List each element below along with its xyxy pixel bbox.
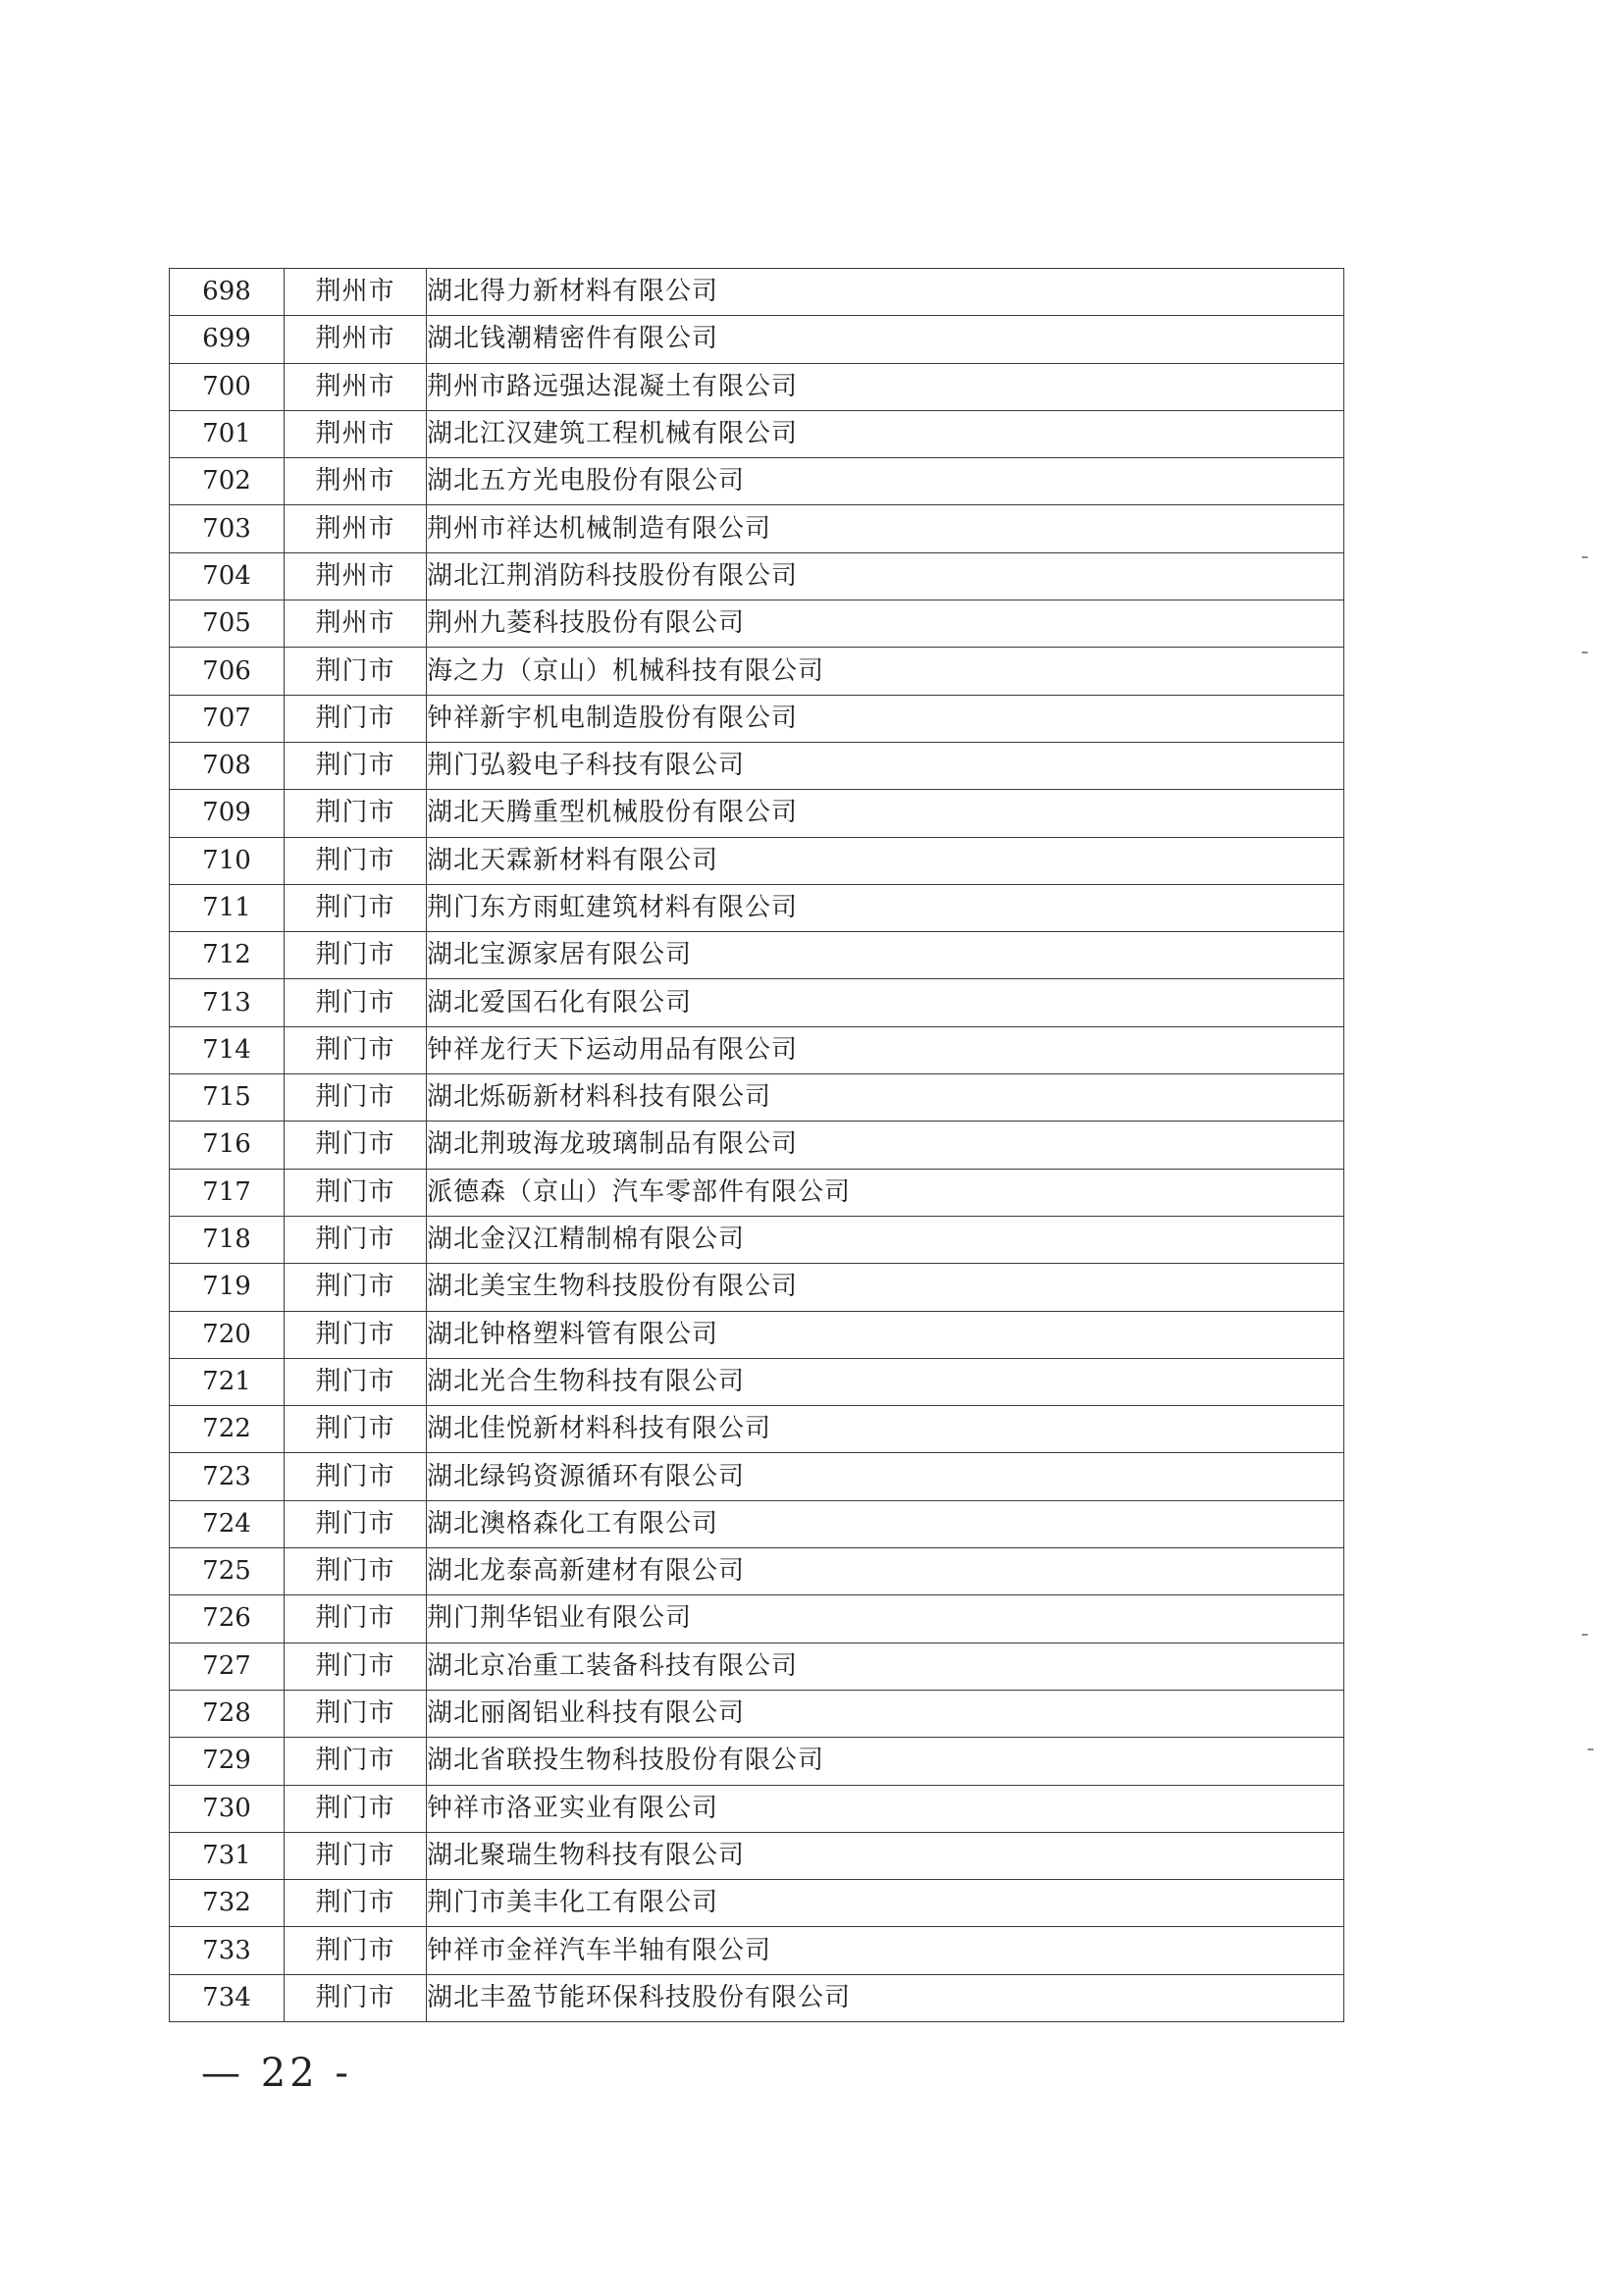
company-name-cell: 湖北宝源家居有限公司 <box>427 932 1344 979</box>
row-number-cell: 706 <box>170 648 285 695</box>
table-row <box>170 1358 1344 1405</box>
table-row <box>170 1406 1344 1453</box>
company-name-cell: 荆门荆华铝业有限公司 <box>427 1595 1344 1643</box>
company-name-cell: 湖北江汉建筑工程机械有限公司 <box>427 410 1344 457</box>
scan-mark <box>1588 1748 1594 1750</box>
table-row <box>170 1880 1344 1927</box>
company-name-cell: 荆州九菱科技股份有限公司 <box>427 600 1344 648</box>
row-number-cell: 726 <box>170 1595 285 1643</box>
table-row <box>170 695 1344 742</box>
table-row <box>170 837 1344 884</box>
table-row <box>170 1548 1344 1595</box>
city-cell: 荆门市 <box>285 979 427 1026</box>
row-number-cell: 731 <box>170 1832 285 1879</box>
city-cell: 荆门市 <box>285 1974 427 2021</box>
page-number: — 22 - <box>201 2051 352 2096</box>
city-cell: 荆州市 <box>285 505 427 552</box>
city-cell: 荆州市 <box>285 410 427 457</box>
city-cell: 荆州市 <box>285 458 427 505</box>
row-number-cell: 714 <box>170 1026 285 1073</box>
company-name-cell: 湖北荆玻海龙玻璃制品有限公司 <box>427 1122 1344 1169</box>
table-row <box>170 1169 1344 1216</box>
company-name-cell: 湖北金汉江精制棉有限公司 <box>427 1216 1344 1263</box>
city-cell: 荆门市 <box>285 1358 427 1405</box>
city-cell: 荆门市 <box>285 1500 427 1547</box>
city-cell: 荆州市 <box>285 552 427 600</box>
city-cell: 荆门市 <box>285 1216 427 1263</box>
company-name-cell: 湖北爱国石化有限公司 <box>427 979 1344 1026</box>
row-number-cell: 700 <box>170 363 285 410</box>
city-cell: 荆门市 <box>285 837 427 884</box>
company-name-cell: 荆门弘毅电子科技有限公司 <box>427 742 1344 789</box>
city-cell: 荆门市 <box>285 1169 427 1216</box>
company-name-cell: 荆门东方雨虹建筑材料有限公司 <box>427 884 1344 931</box>
city-cell: 荆门市 <box>285 1122 427 1169</box>
scan-mark <box>1582 652 1588 653</box>
company-name-cell: 湖北绿钨资源循环有限公司 <box>427 1453 1344 1500</box>
city-cell: 荆门市 <box>285 742 427 789</box>
company-name-cell: 湖北江荆消防科技股份有限公司 <box>427 552 1344 600</box>
table-row <box>170 1074 1344 1122</box>
company-name-cell: 海之力（京山）机械科技有限公司 <box>427 648 1344 695</box>
table-row <box>170 648 1344 695</box>
row-number-cell: 727 <box>170 1643 285 1690</box>
company-name-cell: 钟祥市洛亚实业有限公司 <box>427 1785 1344 1832</box>
table-row <box>170 1026 1344 1073</box>
row-number-cell: 724 <box>170 1500 285 1547</box>
city-cell: 荆州市 <box>285 316 427 363</box>
row-number-cell: 712 <box>170 932 285 979</box>
row-number-cell: 730 <box>170 1785 285 1832</box>
company-name-cell: 湖北聚瑞生物科技有限公司 <box>427 1832 1344 1879</box>
row-number-cell: 705 <box>170 600 285 648</box>
company-name-cell: 湖北美宝生物科技股份有限公司 <box>427 1264 1344 1311</box>
table-row <box>170 269 1344 316</box>
row-number-cell: 721 <box>170 1358 285 1405</box>
city-cell: 荆门市 <box>285 1453 427 1500</box>
table-row <box>170 790 1344 837</box>
table-row <box>170 932 1344 979</box>
table-row <box>170 1264 1344 1311</box>
table-row <box>170 884 1344 931</box>
row-number-cell: 703 <box>170 505 285 552</box>
table-row <box>170 1500 1344 1547</box>
table-row <box>170 1643 1344 1690</box>
company-name-cell: 湖北得力新材料有限公司 <box>427 269 1344 316</box>
company-name-cell: 湖北天腾重型机械股份有限公司 <box>427 790 1344 837</box>
company-name-cell: 湖北省联投生物科技股份有限公司 <box>427 1738 1344 1785</box>
city-cell: 荆门市 <box>285 1927 427 1974</box>
company-name-cell: 湖北光合生物科技有限公司 <box>427 1358 1344 1405</box>
scan-mark <box>1582 556 1588 558</box>
row-number-cell: 719 <box>170 1264 285 1311</box>
table-row <box>170 552 1344 600</box>
table-row <box>170 1453 1344 1500</box>
row-number-cell: 713 <box>170 979 285 1026</box>
table-row <box>170 1595 1344 1643</box>
city-cell: 荆门市 <box>285 648 427 695</box>
city-cell: 荆州市 <box>285 269 427 316</box>
table-row <box>170 410 1344 457</box>
city-cell: 荆州市 <box>285 363 427 410</box>
row-number-cell: 729 <box>170 1738 285 1785</box>
row-number-cell: 699 <box>170 316 285 363</box>
company-name-cell: 派德森（京山）汽车零部件有限公司 <box>427 1169 1344 1216</box>
company-name-cell: 湖北钟格塑料管有限公司 <box>427 1311 1344 1358</box>
city-cell: 荆门市 <box>285 1738 427 1785</box>
city-cell: 荆门市 <box>285 1074 427 1122</box>
city-cell: 荆门市 <box>285 1785 427 1832</box>
city-cell: 荆门市 <box>285 1548 427 1595</box>
row-number-cell: 734 <box>170 1974 285 2021</box>
table-row <box>170 1311 1344 1358</box>
row-number-cell: 715 <box>170 1074 285 1122</box>
table-row <box>170 1832 1344 1879</box>
company-name-cell: 湖北天霖新材料有限公司 <box>427 837 1344 884</box>
city-cell: 荆门市 <box>285 1832 427 1879</box>
table-row <box>170 1927 1344 1974</box>
table-row <box>170 600 1344 648</box>
city-cell: 荆门市 <box>285 1595 427 1643</box>
row-number-cell: 716 <box>170 1122 285 1169</box>
row-number-cell: 732 <box>170 1880 285 1927</box>
scan-mark <box>1582 1634 1588 1636</box>
row-number-cell: 723 <box>170 1453 285 1500</box>
company-name-cell: 湖北烁砺新材料科技有限公司 <box>427 1074 1344 1122</box>
row-number-cell: 722 <box>170 1406 285 1453</box>
city-cell: 荆门市 <box>285 1880 427 1927</box>
company-list-table <box>169 268 1344 2022</box>
table-row <box>170 742 1344 789</box>
row-number-cell: 717 <box>170 1169 285 1216</box>
table-row <box>170 458 1344 505</box>
city-cell: 荆门市 <box>285 790 427 837</box>
row-number-cell: 718 <box>170 1216 285 1263</box>
row-number-cell: 704 <box>170 552 285 600</box>
table-row <box>170 1122 1344 1169</box>
table-row <box>170 316 1344 363</box>
city-cell: 荆门市 <box>285 695 427 742</box>
company-name-cell: 湖北京冶重工装备科技有限公司 <box>427 1643 1344 1690</box>
row-number-cell: 709 <box>170 790 285 837</box>
company-name-cell: 钟祥新宇机电制造股份有限公司 <box>427 695 1344 742</box>
row-number-cell: 725 <box>170 1548 285 1595</box>
company-name-cell: 湖北丽阁铝业科技有限公司 <box>427 1690 1344 1737</box>
row-number-cell: 708 <box>170 742 285 789</box>
company-name-cell: 湖北澳格森化工有限公司 <box>427 1500 1344 1547</box>
city-cell: 荆州市 <box>285 600 427 648</box>
row-number-cell: 720 <box>170 1311 285 1358</box>
row-number-cell: 711 <box>170 884 285 931</box>
row-number-cell: 698 <box>170 269 285 316</box>
city-cell: 荆门市 <box>285 1690 427 1737</box>
city-cell: 荆门市 <box>285 1406 427 1453</box>
row-number-cell: 710 <box>170 837 285 884</box>
row-number-cell: 702 <box>170 458 285 505</box>
city-cell: 荆门市 <box>285 1311 427 1358</box>
city-cell: 荆门市 <box>285 932 427 979</box>
company-name-cell: 荆州市路远强达混凝土有限公司 <box>427 363 1344 410</box>
company-name-cell: 荆门市美丰化工有限公司 <box>427 1880 1344 1927</box>
company-name-cell: 钟祥龙行天下运动用品有限公司 <box>427 1026 1344 1073</box>
table-row <box>170 1738 1344 1785</box>
table-row <box>170 1690 1344 1737</box>
company-name-cell: 钟祥市金祥汽车半轴有限公司 <box>427 1927 1344 1974</box>
row-number-cell: 728 <box>170 1690 285 1737</box>
row-number-cell: 707 <box>170 695 285 742</box>
company-name-cell: 湖北佳悦新材料科技有限公司 <box>427 1406 1344 1453</box>
company-name-cell: 荆州市祥达机械制造有限公司 <box>427 505 1344 552</box>
table-row <box>170 1974 1344 2021</box>
company-name-cell: 湖北丰盈节能环保科技股份有限公司 <box>427 1974 1344 2021</box>
table-row <box>170 1785 1344 1832</box>
city-cell: 荆门市 <box>285 1264 427 1311</box>
company-name-cell: 湖北钱潮精密件有限公司 <box>427 316 1344 363</box>
city-cell: 荆门市 <box>285 1026 427 1073</box>
table-row <box>170 1216 1344 1263</box>
table-row <box>170 363 1344 410</box>
company-name-cell: 湖北五方光电股份有限公司 <box>427 458 1344 505</box>
city-cell: 荆门市 <box>285 1643 427 1690</box>
table-row <box>170 505 1344 552</box>
city-cell: 荆门市 <box>285 884 427 931</box>
row-number-cell: 701 <box>170 410 285 457</box>
row-number-cell: 733 <box>170 1927 285 1974</box>
table-row <box>170 979 1344 1026</box>
company-list-body <box>170 269 1344 2022</box>
company-name-cell: 湖北龙泰高新建材有限公司 <box>427 1548 1344 1595</box>
